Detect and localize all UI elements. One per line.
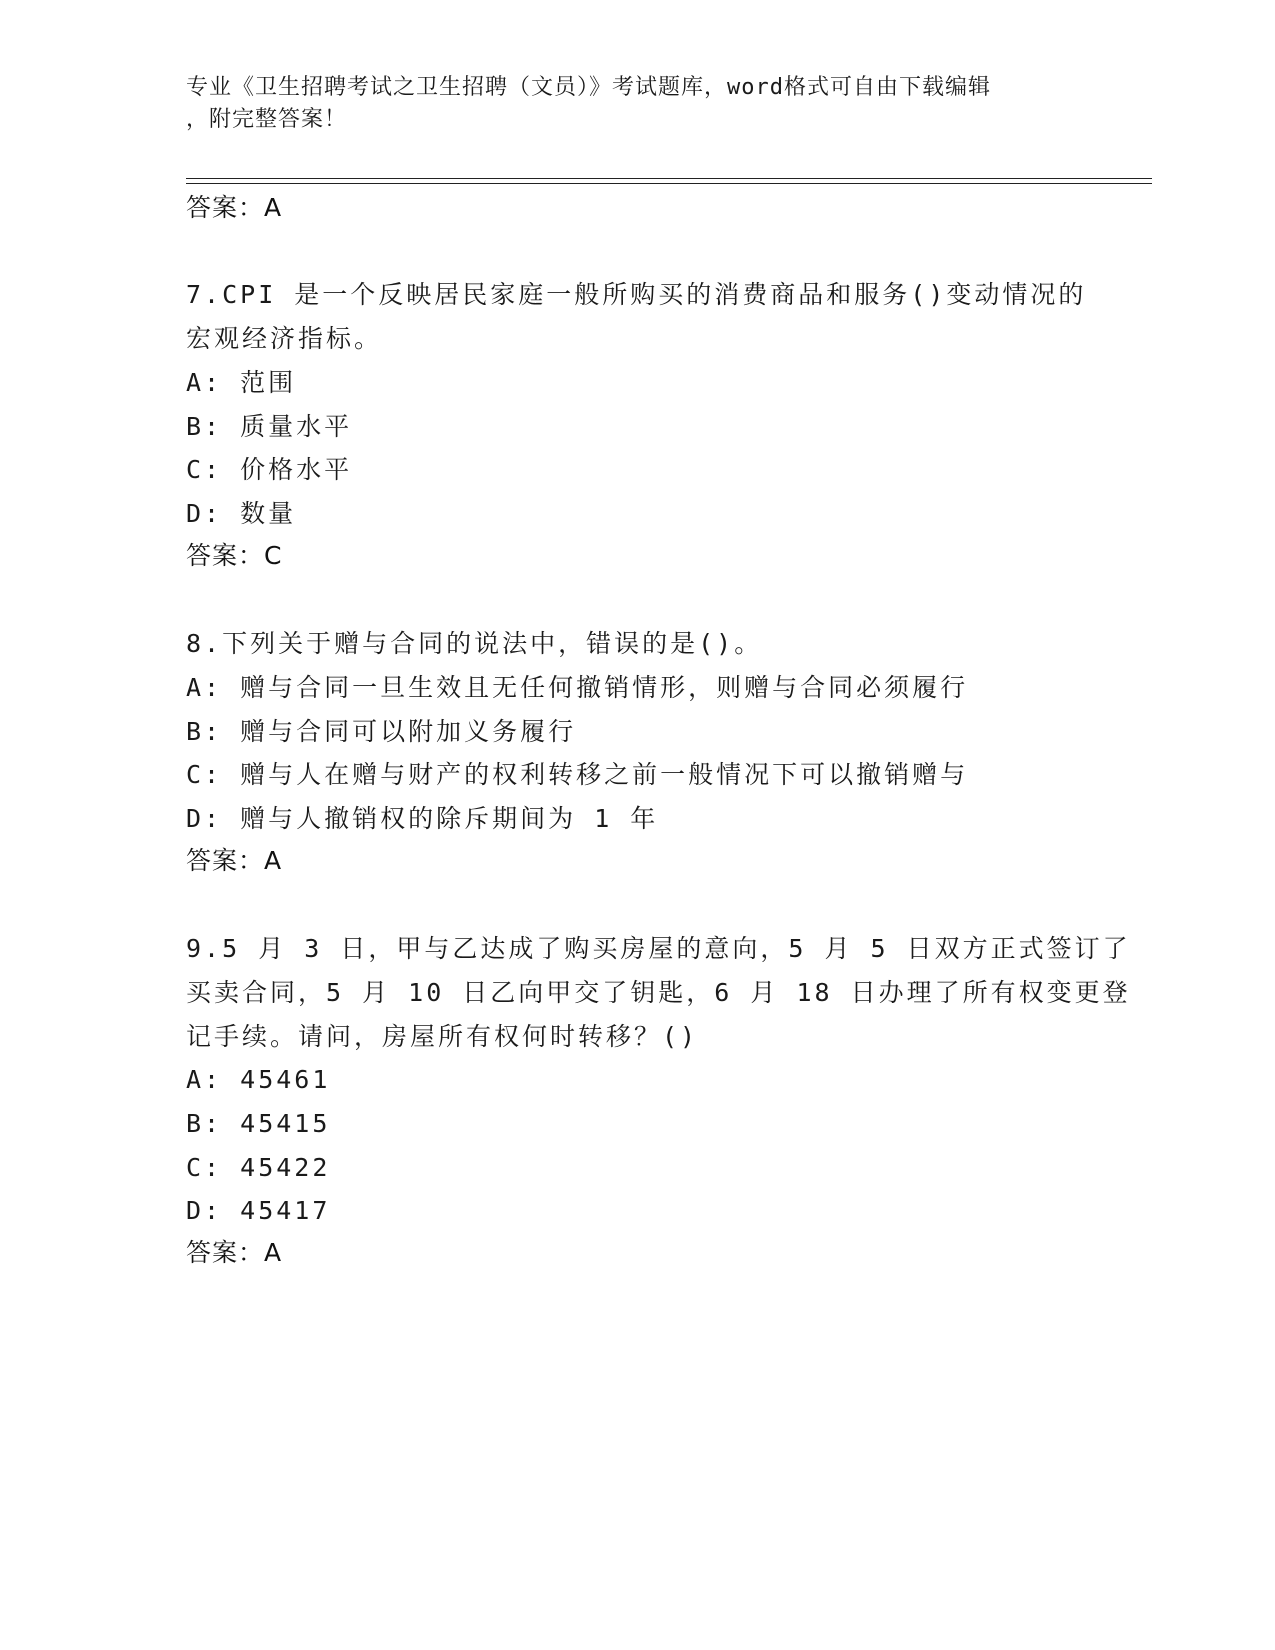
document-header — [186, 72, 1066, 136]
question-9-option-b: B: 45415 — [186, 1109, 331, 1138]
question-9-option-c: C: 45422 — [186, 1153, 331, 1182]
question-7-option-b: B: 质量水平 — [186, 412, 353, 441]
header-line-2: ，附完整答案！ — [186, 107, 348, 132]
question-9-text-line-3: 记手续。请问，房屋所有权何时转移？() — [186, 1022, 699, 1051]
question-8-answer: 答案：A — [186, 846, 283, 875]
question-7-option-d: D: 数量 — [186, 499, 297, 528]
question-8-option-d: D: 赠与人撤销权的除斥期间为 1 年 — [186, 804, 659, 833]
question-9-option-d: D: 45417 — [186, 1196, 331, 1225]
header-divider-bottom — [186, 183, 1152, 184]
header-line-1: 专业《卫生招聘考试之卫生招聘（文员）》考试题库，word格式可自由下载编辑 — [186, 75, 991, 100]
question-8-option-c: C: 赠与人在赠与财产的权利转移之前一般情况下可以撤销赠与 — [186, 760, 969, 789]
header-divider-top — [186, 178, 1152, 179]
question-7-option-c: C: 价格水平 — [186, 455, 353, 484]
question-7-text-line-2: 宏观经济指标。 — [186, 324, 383, 353]
question-9-answer: 答案：A — [186, 1238, 283, 1267]
question-9-text-line-1: 9.5 月 3 日，甲与乙达成了购买房屋的意向，5 月 5 日双方正式签订了 — [186, 934, 1131, 963]
question-8-option-a: A: 赠与合同一旦生效且无任何撤销情形，则赠与合同必须履行 — [186, 673, 969, 702]
previous-answer: 答案：A — [186, 193, 283, 222]
question-8-option-b: B: 赠与合同可以附加义务履行 — [186, 717, 577, 746]
question-9-text-line-2: 买卖合同，5 月 10 日乙向甲交了钥匙，6 月 18 日办理了所有权变更登 — [186, 978, 1131, 1007]
question-7-option-a: A: 范围 — [186, 368, 297, 397]
question-7-answer: 答案：C — [186, 541, 283, 570]
question-9-option-a: A: 45461 — [186, 1065, 331, 1094]
question-7-text-line-1: 7.CPI 是一个反映居民家庭一般所购买的消费商品和服务()变动情况的 — [186, 280, 1087, 309]
question-8-text-line-1: 8.下列关于赠与合同的说法中，错误的是()。 — [186, 629, 763, 658]
